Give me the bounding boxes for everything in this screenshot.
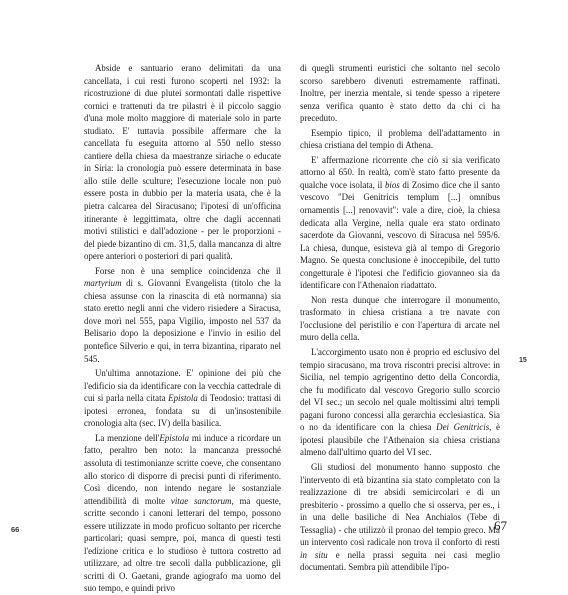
marginal-note-number: 15	[519, 357, 527, 364]
text-run: e nella prassi seguita nei casi meglio documentati. Sembra più attendibile l'ipo-	[300, 549, 500, 573]
text-run: La menzione dell'	[95, 432, 160, 443]
paragraph	[300, 294, 500, 344]
paragraph	[84, 265, 281, 365]
text-run: , è ipotesi plausibile che l'Athenaion sia chiesa cristiana almeno dall'ultimo quarto del VI sec.	[300, 422, 500, 458]
page-number-left: 66	[11, 525, 20, 534]
text-run: di Zosimo dice che il santo vescovo "Dei Genitricis templum [...] omnibus ornamentis [...] renovavit": vale a dire, cioè, la chiesa dedicata alla Vergine, nella quale era stato ordinato sacerdote da Giovanni, vescovo di Siracusa nel 595/6. La chiesa, dunque, esisteva già al tempo di Gregorio Magno. Se questa conclusione è inoccepibile, del tutto congetturale è l'ipotesi che l'edificio giovanneo sia da identificare con l'Athenaion riadattato.	[300, 179, 500, 291]
paragraph	[84, 432, 281, 595]
right-page-text-column	[300, 62, 500, 574]
paragraph	[300, 461, 500, 574]
text-run: di Teodosio: trattasi di ipotesi erronea, fondata su di un'insostenibile cronologia alta (sec. IV) della basilica.	[84, 393, 281, 429]
italic-text: Dei Genitricis	[436, 422, 490, 433]
italic-text: Epistola	[159, 432, 190, 443]
paragraph	[300, 346, 500, 459]
page-number-right: 67	[494, 518, 507, 533]
italic-text: Epistola	[168, 393, 198, 404]
text-run: di s. Giovanni Evangelista (titolo che la chiesa assunse con la rinascita di età normanna) sia stato eretto negli anni che videro risiedere a Siracusa, dove morì nel 555, papa Vigilio, imposto nel 537 da Belisario dopo la deposizione e l'invio in esilio del pontefice Silverio e qui, in terra bizantina, riparato nel 545.	[84, 278, 281, 364]
text-run: di quegli strumenti euristici che soltanto nel secolo scorso sarebbero divenuti estremamente raffinati. Inoltre, per inerzia mentale, si tende spesso a ripetere senza verifica quanto è stato detto da chi ci ha preceduto.	[300, 63, 500, 124]
text-run: , ma queste, scritte secondo i canoni letterari del tempo, possono essere utilizzate in modo proficuo soltanto per ricerche particolari; quasi sempre, poi, manca di questi testi l'edizione critica e lo studioso è tuttora costretto ad utilizzare, ad oltre tre secoli dalla pubblicazione, gli scritti di O. Gaetani, grande agiografo ma uomo del suo tempo, e quindi privo	[84, 495, 281, 594]
paragraph	[84, 367, 281, 430]
text-run: Forse non è una semplice coincidenza che il	[95, 265, 281, 276]
text-run: mi induce a ricordare un fatto, peraltro ben noto: la mancanza pressoché assoluta di testimonianze scritte coeve, che consentano allo storico di disporre di precisi punti di riferimento. Così dicendo, non intendo negare le sostanziale attendibilità di molte	[84, 432, 281, 506]
left-page-text-column	[84, 62, 281, 595]
paragraph	[300, 154, 500, 292]
italic-text: vitae sanctorum	[170, 495, 232, 506]
text-run: L'accorgimento usato non è proprio ed esclusivo del tempio siracusano, ma trova riscontri precisi altrove: in Sicilia, nel tempio agrigentino detto della Concordia, che fu modificato dal vescovo Gregorio sullo scorcio del VI sec.; un secolo nel quale moltissimi altri templi pagani furono concessi alla gerarchia ecclesiastica. Sia o no da identificare con la chiesa	[300, 347, 500, 433]
text-run: E' affermazione ricorrente che ciò si sia verificato attorno al 650. In realtà, com'è stato fatto presente da qualche voce isolata, il	[300, 154, 500, 190]
text-run: Un'ultima annotazione. E' opinione dei più che l'edificio sia da identificare con la vecchia cattedrale di cui si parla nella citata	[84, 368, 281, 404]
paragraph	[300, 127, 500, 152]
italic-text: martyrium	[84, 278, 122, 289]
paragraph	[300, 62, 500, 125]
text-run: Abside e santuario erano delimitati da una cancellata, i cui resti furono scoperti nel 1932: la ricostruzione di due plutei sormontati dalle rispettive cornici e trattenuti da tre pilastri è il piccolo saggio d'una mole molto maggiore di materiale solo in parte studiato. E' tuttavia possibile affermare che la cancellata fu eseguita attorno al 550 nello stesso cantiere della chiesa da maestranze siriache o educate in Siria: la cronologia può essere determinata in base allo stile delle sculture; l'esecuzione locale non può essere posta in dubbio per la materia usata, che è la pietra calcarea del Siracusano; l'ipotesi di un'officina itinerante è leggittimata, oltre che dagli accennati motivi stilistici e dall'adozione - per le proporzioni - del piede bizantino di cm. 31,5, dalla mancanza di altre opere anteriori o posteriori di pari qualità.	[84, 63, 281, 262]
italic-text: in situ	[300, 549, 328, 560]
text-run: Non resta dunque che interrogare il monumento, trasformato in chiesa cristiana a tre navate con l'occlusione del peristilio e con l'apertura di arcate nel muro della cella.	[300, 294, 500, 343]
italic-text: bios	[384, 179, 400, 190]
paragraph	[84, 62, 281, 263]
text-run: Esempio tipico, il problema dell'adattamento in chiesa cristiana del tempio di Athena.	[300, 127, 500, 151]
text-run: Gli studiosi del monumento hanno supposto che l'intervento di età bizantina sia stato completato con la realizzazione di tre absidi semicircolari e di un presbiterio - prossimo a quello che si osserva, per es., i in una delle basiliche di Nea Anchialos (Tebe di Tessaglia) - che utilizzò il pronao del tempio greco. Ma un intervento così radicale non trova il conforto di resti	[300, 461, 500, 548]
